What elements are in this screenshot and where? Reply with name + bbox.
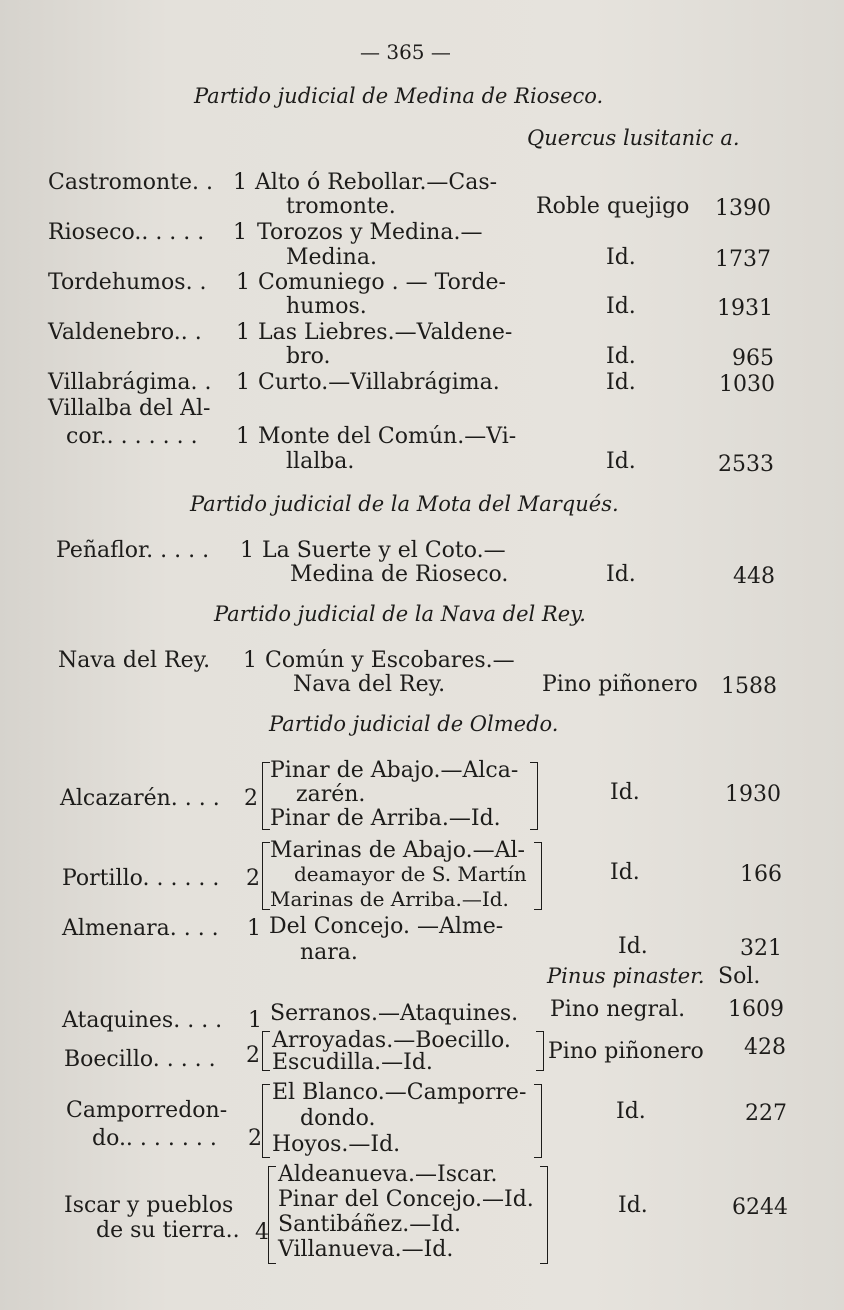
area-castromonte: 1390 — [715, 196, 771, 221]
town-villalba-line2: cor.. . . . . . . — [66, 424, 198, 449]
heading-mota-del-marques: Partido judicial de la Mota del Marqués. — [190, 492, 619, 516]
forest-valdenebro-cont: bro. — [286, 344, 331, 369]
species-penaflor: Id. — [606, 562, 636, 587]
species-portillo: Id. — [610, 860, 640, 885]
count-iscar: 4 — [255, 1220, 269, 1245]
forest-portillo-2: deamayor de S. Martín — [294, 862, 527, 886]
species-castromonte: Roble quejigo — [536, 194, 690, 219]
forest-alcazaren-3: Pinar de Arriba.—Id. — [270, 806, 501, 831]
count-ataquines: 1 — [248, 1008, 262, 1033]
species-villalba: Id. — [606, 449, 636, 474]
count-penaflor: 1 — [240, 538, 254, 563]
species-almenara: Id. — [618, 934, 648, 959]
town-castromonte: Castromonte. . — [48, 170, 213, 195]
town-camporredondo-line2: do.. . . . . . . — [92, 1126, 217, 1151]
page-number: — 365 — — [360, 40, 451, 64]
forest-penaflor: La Suerte y el Coto.— — [262, 538, 506, 563]
species-ataquines: Pino negral. — [550, 997, 686, 1022]
town-tordehumos: Tordehumos. . — [48, 270, 207, 295]
town-penaflor: Peñaflor. . . . . — [56, 538, 210, 563]
count-portillo: 2 — [246, 866, 260, 891]
forest-castromonte: Alto ó Rebollar.—Cas- — [255, 170, 498, 195]
area-penaflor: 448 — [733, 564, 775, 589]
area-boecillo: 428 — [744, 1035, 786, 1060]
town-ataquines: Ataquines. . . . — [62, 1008, 223, 1033]
forest-alcazaren-2: zarén. — [296, 782, 366, 807]
forest-boecillo-1: Arroyadas.—Boecillo. — [272, 1028, 511, 1053]
area-almenara: 321 — [740, 936, 782, 961]
count-camporredondo: 2 — [248, 1126, 262, 1151]
town-iscar-line1: Iscar y pueblos — [64, 1193, 234, 1218]
town-camporredondo-line1: Camporredon- — [66, 1098, 228, 1123]
area-valdenebro: 965 — [732, 346, 774, 371]
forest-valdenebro: Las Liebres.—Valdene- — [258, 320, 513, 345]
brace-right-camporredondo — [534, 1084, 542, 1158]
species-rioseco: Id. — [606, 245, 636, 270]
brace-right-iscar — [540, 1166, 548, 1264]
species-iscar: Id. — [618, 1193, 648, 1218]
forest-iscar-1: Aldeanueva.—Iscar. — [278, 1162, 498, 1187]
area-ataquines: 1609 — [728, 997, 784, 1022]
brace-left-alcazaren — [262, 762, 270, 830]
count-boecillo: 2 — [246, 1043, 260, 1068]
heading-nava-del-rey: Partido judicial de la Nava del Rey. — [214, 602, 586, 626]
area-villalba: 2533 — [718, 452, 774, 477]
forest-castromonte-cont: tromonte. — [286, 194, 396, 219]
brace-left-boecillo — [262, 1031, 270, 1071]
heading-medina-de-rioseco: Partido judicial de Medina de Rioseco. — [194, 84, 604, 108]
area-portillo: 166 — [740, 862, 782, 887]
species-boecillo: Pino piñonero — [548, 1039, 704, 1064]
town-iscar-line2: de su tierra.. — [96, 1218, 240, 1243]
brace-right-portillo — [534, 842, 542, 910]
count-tordehumos: 1 — [236, 270, 250, 295]
forest-portillo-1: Marinas de Abajo.—Al- — [270, 838, 525, 863]
species-pinus-pinaster: Pinus pinaster. — [547, 964, 705, 988]
forest-tordehumos: Comuniego . — Torde- — [258, 270, 506, 295]
species-alcazaren: Id. — [610, 780, 640, 805]
forest-alcazaren-1: Pinar de Abajo.—Alca- — [270, 758, 519, 783]
forest-iscar-3: Santibáñez.—Id. — [278, 1212, 461, 1237]
forest-villalba-cont: llalba. — [286, 449, 355, 474]
town-boecillo: Boecillo. . . . . — [64, 1047, 216, 1072]
town-villabragima: Villabrágima. . — [48, 370, 212, 395]
area-camporredondo: 227 — [745, 1101, 787, 1126]
count-rioseco: 1 — [233, 220, 247, 245]
forest-rioseco-cont: Medina. — [286, 245, 377, 270]
area-nava-del-rey: 1588 — [721, 674, 777, 699]
heading-olmedo: Partido judicial de Olmedo. — [269, 712, 559, 736]
forest-portillo-3: Marinas de Arriba.—Id. — [270, 887, 509, 911]
count-villabragima: 1 — [236, 370, 250, 395]
forest-villabragima: Curto.—Villabrágima. — [258, 370, 500, 395]
area-tordehumos: 1931 — [717, 296, 773, 321]
forest-boecillo-2: Escudilla.—Id. — [272, 1050, 433, 1075]
area-alcazaren: 1930 — [725, 782, 781, 807]
forest-camporredondo-3: Hoyos.—Id. — [272, 1132, 401, 1157]
town-alcazaren: Alcazarén. . . . — [60, 786, 220, 811]
brace-left-portillo — [262, 842, 270, 910]
town-nava-del-rey: Nava del Rey. — [58, 648, 211, 673]
forest-almenara-1: Del Concejo. —Alme- — [269, 914, 504, 939]
brace-right-boecillo — [536, 1031, 544, 1071]
count-villalba: 1 — [236, 424, 250, 449]
species-nava-del-rey: Pino piñonero — [542, 672, 698, 697]
area-rioseco: 1737 — [715, 247, 771, 272]
forest-ataquines: Serranos.—Ataquines. — [270, 1001, 519, 1026]
species-villabragima: Id. — [606, 370, 636, 395]
brace-left-iscar — [268, 1166, 276, 1264]
town-villalba-line1: Villalba del Al- — [48, 396, 211, 421]
forest-camporredondo-2: dondo. — [300, 1106, 376, 1131]
town-almenara: Almenara. . . . — [62, 916, 219, 941]
forest-almenara-2: nara. — [300, 940, 358, 965]
town-portillo: Portillo. . . . . . — [62, 866, 220, 891]
species-quercus-lusitanica: Quercus lusitanic a. — [527, 126, 740, 150]
species-tordehumos: Id. — [606, 294, 636, 319]
forest-tordehumos-cont: humos. — [286, 294, 367, 319]
count-valdenebro: 1 — [236, 320, 250, 345]
forest-iscar-2: Pinar del Concejo.—Id. — [278, 1187, 534, 1212]
forest-iscar-4: Villanueva.—Id. — [278, 1237, 454, 1262]
forest-nava-del-rey-cont: Nava del Rey. — [293, 672, 446, 697]
count-nava-del-rey: 1 — [243, 648, 257, 673]
forest-nava-del-rey: Común y Escobares.— — [265, 648, 515, 673]
count-alcazaren: 2 — [244, 786, 258, 811]
species-valdenebro: Id. — [606, 344, 636, 369]
forest-villalba: Monte del Común.—Vi- — [258, 424, 517, 449]
label-sol: Sol. — [718, 964, 761, 989]
count-almenara: 1 — [247, 916, 261, 941]
town-rioseco: Rioseco.. . . . . — [48, 220, 205, 245]
species-camporredondo: Id. — [616, 1099, 646, 1124]
forest-rioseco: Torozos y Medina.— — [257, 220, 483, 245]
brace-left-camporredondo — [262, 1084, 270, 1158]
count-castromonte: 1 — [233, 170, 247, 195]
forest-camporredondo-1: El Blanco.—Camporre- — [272, 1080, 527, 1105]
brace-right-alcazaren — [530, 762, 538, 830]
town-valdenebro: Valdenebro.. . — [48, 320, 202, 345]
area-villabragima: 1030 — [719, 372, 775, 397]
area-iscar: 6244 — [732, 1195, 788, 1220]
forest-penaflor-cont: Medina de Rioseco. — [290, 562, 509, 587]
